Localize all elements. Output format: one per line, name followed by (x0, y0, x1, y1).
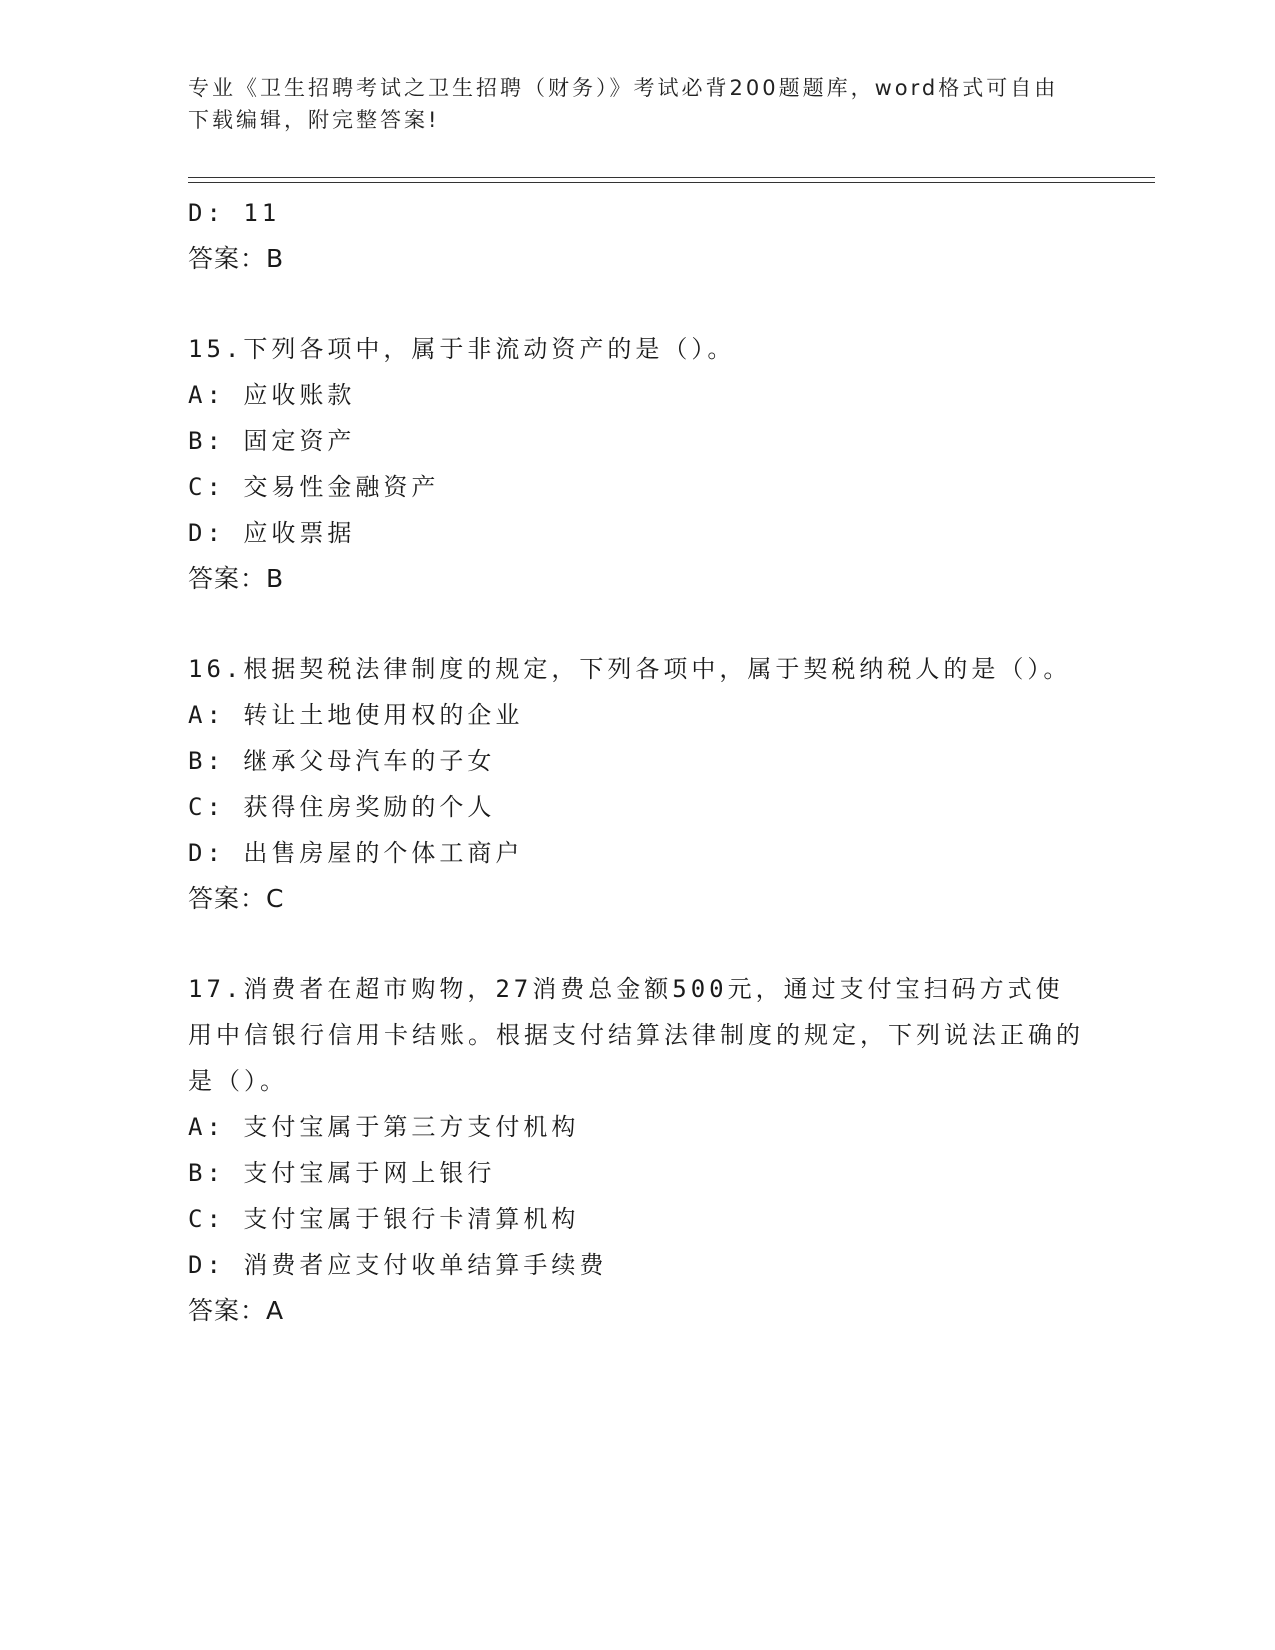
question-stem: 15.下列各项中，属于非流动资产的是（）。 (188, 335, 736, 363)
option-d: D: 出售房屋的个体工商户 (188, 839, 524, 867)
option-d: D: 消费者应支付收单结算手续费 (188, 1251, 608, 1279)
option-a: A: 支付宝属于第三方支付机构 (188, 1113, 580, 1141)
option-b: B: 固定资产 (188, 427, 356, 455)
option-c: C: 获得住房奖励的个人 (188, 793, 496, 821)
option-a: A: 转让土地使用权的企业 (188, 701, 524, 729)
option-b: B: 支付宝属于网上银行 (188, 1159, 496, 1187)
option-b: B: 继承父母汽车的子女 (188, 747, 496, 775)
option-a: A: 应收账款 (188, 381, 356, 409)
question-stem: 17.消费者在超市购物，27消费总金额500元，通过支付宝扫码方式使用中信银行信用卡结账。根据支付结算法律制度的规定，下列说法正确的是（）。 (188, 975, 1084, 1095)
option-d: D: 应收票据 (188, 519, 356, 547)
answer: 答案：B (188, 564, 285, 593)
answer: 答案：B (188, 244, 285, 273)
header-divider-bottom (188, 182, 1155, 183)
answer: 答案：C (188, 884, 285, 913)
option-c: C: 支付宝属于银行卡清算机构 (188, 1205, 580, 1233)
header-divider-top (188, 177, 1155, 178)
question-stem: 16.根据契税法律制度的规定，下列各项中，属于契税纳税人的是（）。 (188, 655, 1072, 683)
page-header: 专业《卫生招聘考试之卫生招聘（财务）》考试必背200题题库，word格式可自由下载编辑，附完整答案! (188, 76, 1059, 132)
option-c: C: 交易性金融资产 (188, 473, 440, 501)
option-d: D: 11 (188, 199, 281, 227)
answer: 答案：A (188, 1296, 285, 1325)
question-list (188, 190, 1088, 1334)
